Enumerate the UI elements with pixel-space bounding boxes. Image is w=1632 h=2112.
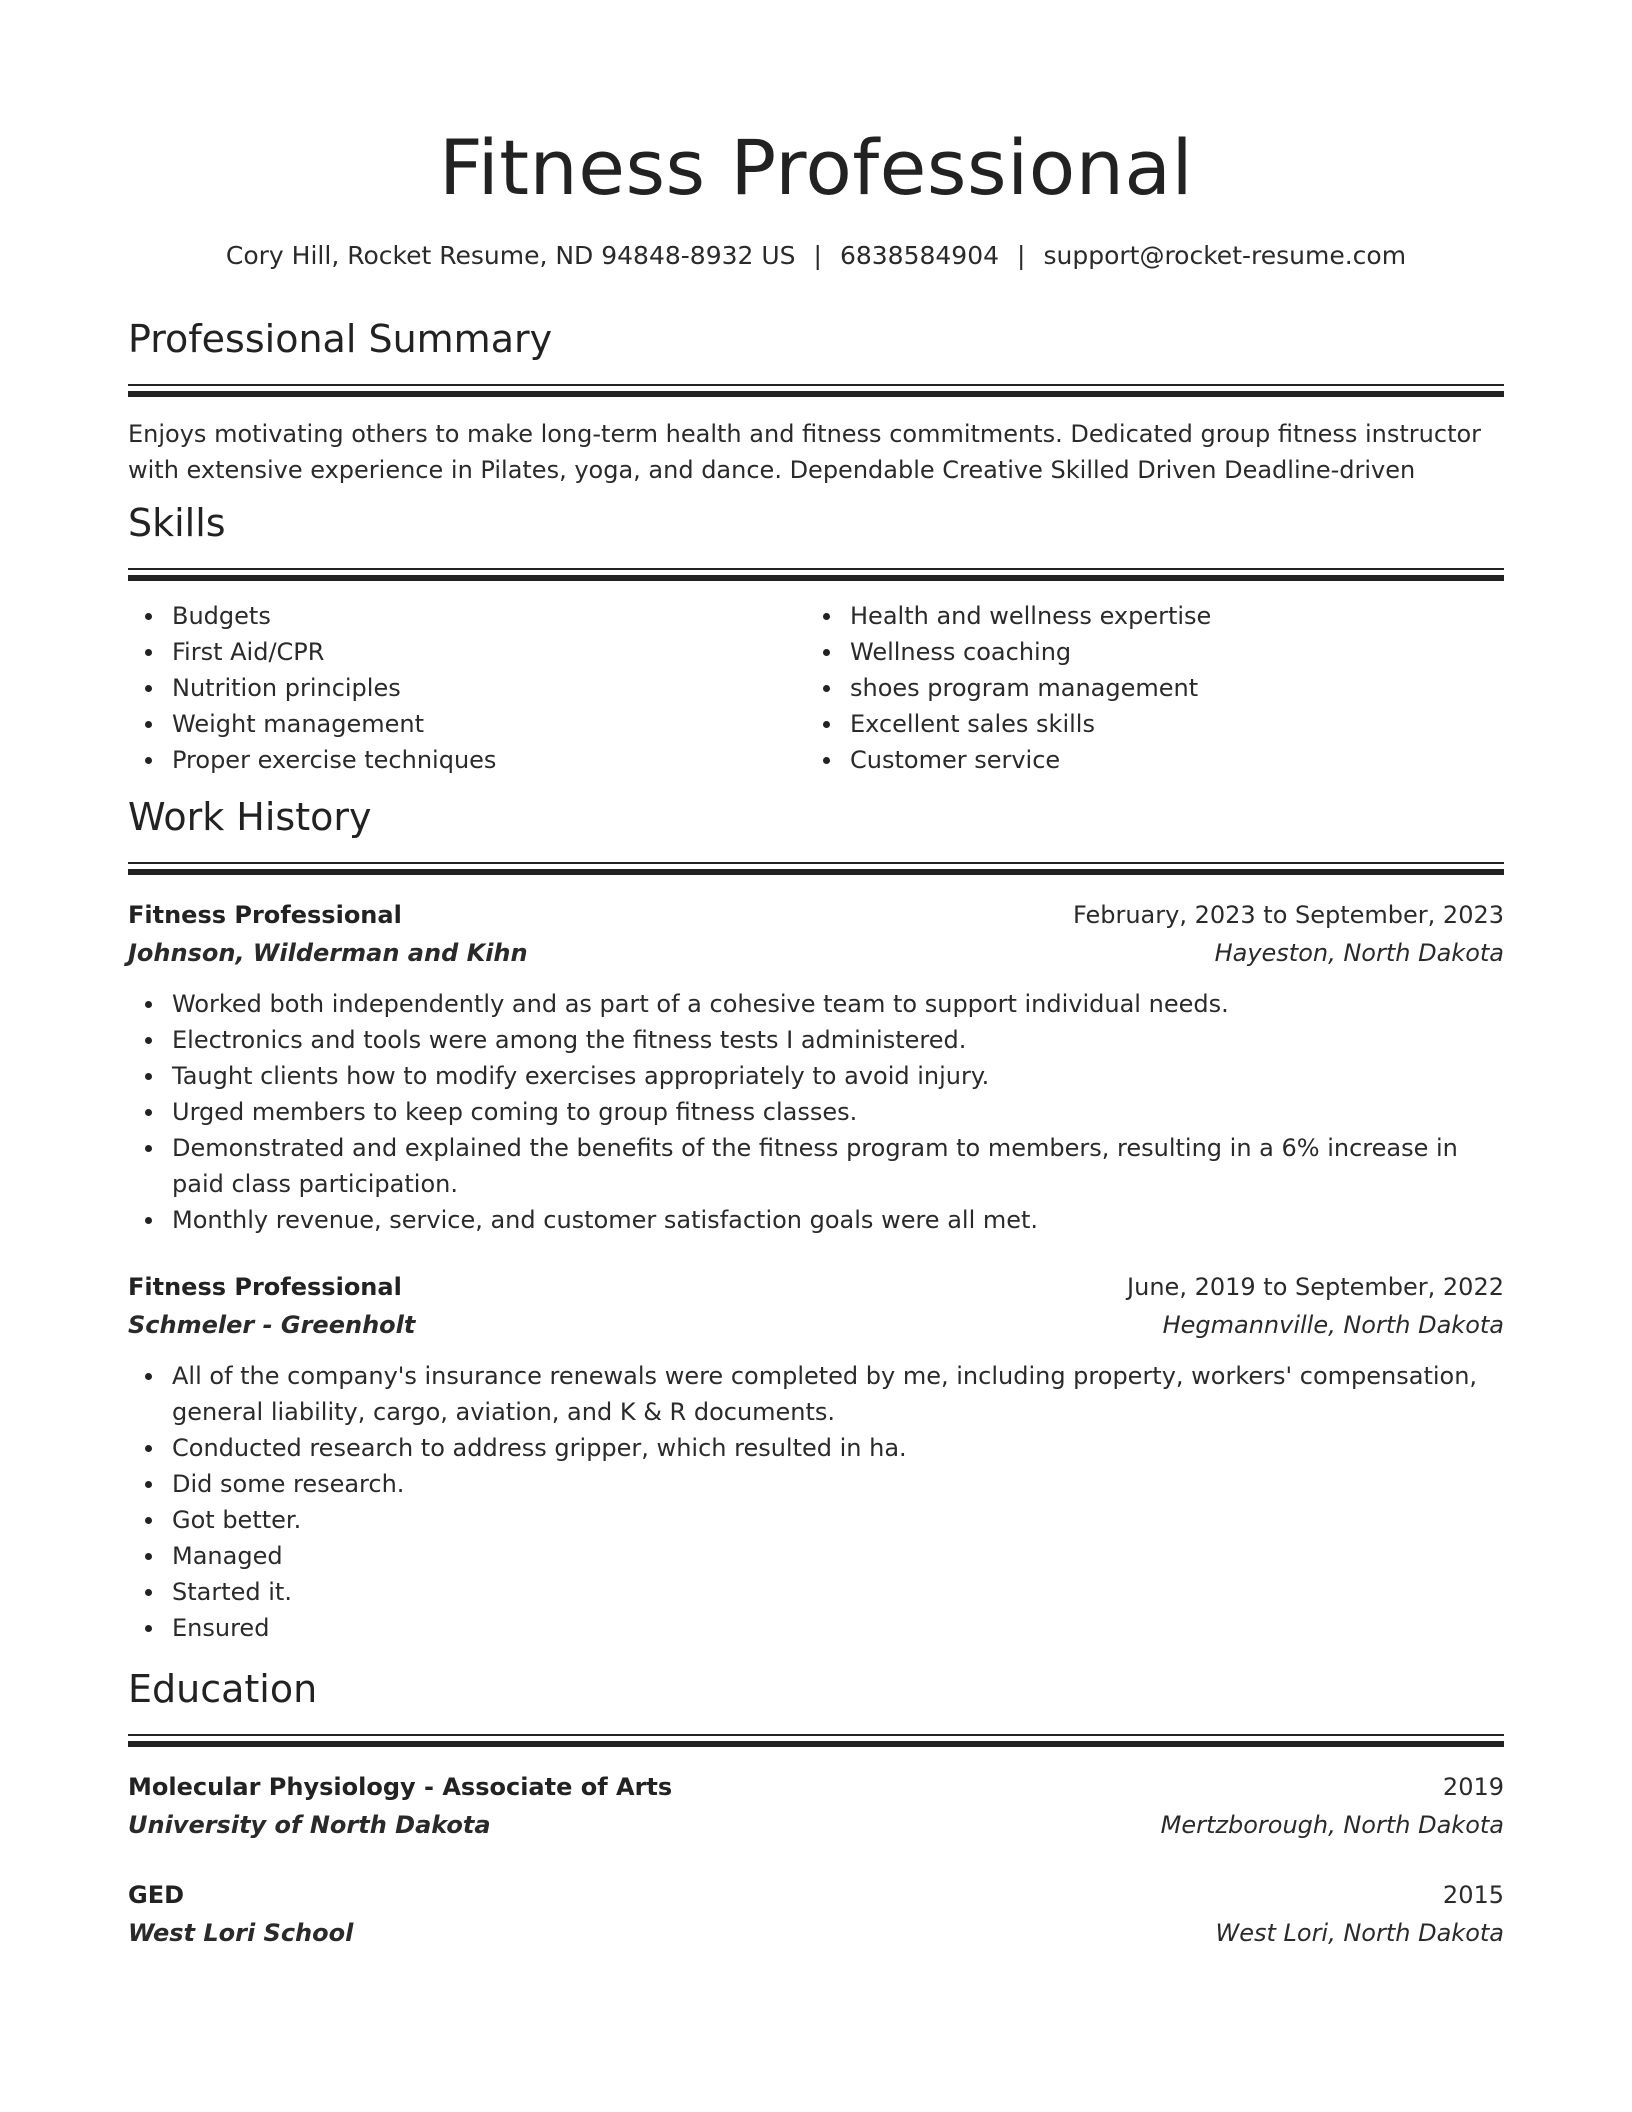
job-duty: Monthly revenue, service, and customer satisfaction goals were all met. (128, 1202, 1504, 1238)
job-entry (128, 1268, 1504, 1646)
job-duty: Conducted research to address gripper, which resulted in ha. (128, 1430, 1504, 1466)
skills-grid (128, 598, 1504, 778)
skills-section (128, 498, 1504, 778)
section-divider (128, 384, 1504, 398)
education-school: University of North Dakota (128, 1811, 491, 1839)
job-location: Hayeston, North Dakota (1214, 939, 1504, 967)
job-org-row (128, 934, 1504, 972)
education-year: 2019 (1442, 1773, 1504, 1801)
skills-heading: Skills (128, 501, 226, 545)
contact-separator: | (1017, 241, 1026, 270)
job-duty: Did some research. (128, 1466, 1504, 1502)
education-section (128, 1664, 1504, 1952)
job-org-row (128, 1306, 1504, 1344)
education-header-row (128, 1768, 1504, 1806)
contact-line (128, 238, 1504, 274)
summary-heading: Professional Summary (128, 317, 553, 361)
skill-item: Proper exercise techniques (128, 742, 806, 778)
section-divider (128, 862, 1504, 876)
skills-column-left (128, 598, 806, 778)
job-duties-list (128, 1358, 1504, 1646)
work-history-heading: Work History (128, 795, 372, 839)
education-degree: GED (128, 1881, 185, 1909)
education-location: West Lori, North Dakota (1215, 1919, 1504, 1947)
section-divider (128, 568, 1504, 582)
contact-address: Cory Hill, Rocket Resume, ND 94848-8932 US (225, 241, 796, 270)
contact-email[interactable]: support@rocket-resume.com (1043, 241, 1407, 270)
job-title: Fitness Professional (128, 901, 402, 929)
education-degree: Molecular Physiology - Associate of Arts (128, 1773, 673, 1801)
job-header-row (128, 1268, 1504, 1306)
education-header-row (128, 1876, 1504, 1914)
education-entry (128, 1876, 1504, 1952)
job-dates: February, 2023 to September, 2023 (1072, 901, 1504, 929)
job-duty: Worked both independently and as part of a cohesive team to support individual needs. (128, 986, 1504, 1022)
job-duty: Started it. (128, 1574, 1504, 1610)
contact-phone[interactable]: 6838584904 (839, 241, 1000, 270)
job-duty: Got better. (128, 1502, 1504, 1538)
job-duty: Taught clients how to modify exercises appropriately to avoid injury. (128, 1058, 1504, 1094)
skill-item: Wellness coaching (806, 634, 1484, 670)
job-location: Hegmannville, North Dakota (1162, 1311, 1504, 1339)
job-duties-list (128, 986, 1504, 1238)
skill-item: Customer service (806, 742, 1484, 778)
summary-section (128, 314, 1504, 488)
job-duty: Managed (128, 1538, 1504, 1574)
skill-item: Excellent sales skills (806, 706, 1484, 742)
contact-separator: | (813, 241, 822, 270)
skill-item: Budgets (128, 598, 806, 634)
section-divider (128, 1734, 1504, 1748)
job-dates: June, 2019 to September, 2022 (1127, 1273, 1504, 1301)
job-header-row (128, 896, 1504, 934)
skill-item: shoes program management (806, 670, 1484, 706)
job-company: Johnson, Wilderman and Kihn (128, 939, 528, 967)
job-entry (128, 896, 1504, 1238)
education-location: Mertzborough, North Dakota (1160, 1811, 1504, 1839)
summary-text: Enjoys motivating others to make long-term health and fitness commitments. Dedicated group fitness instructor with extensive experience in Pilates, yoga, and dance. Dependable Creative Skilled Driven Deadline-driven (128, 420, 1482, 484)
education-school-row (128, 1806, 1504, 1844)
skill-item: First Aid/CPR (128, 634, 806, 670)
skills-column-right (806, 598, 1484, 778)
resume-title: Fitness Professional (438, 123, 1194, 212)
job-duty: Demonstrated and explained the benefits of the fitness program to members, resulting in a 6% increase in paid class participation. (128, 1130, 1504, 1202)
education-heading: Education (128, 1667, 318, 1711)
job-duty: Urged members to keep coming to group fitness classes. (128, 1094, 1504, 1130)
job-duty: Ensured (128, 1610, 1504, 1646)
job-duty: Electronics and tools were among the fitness tests I administered. (128, 1022, 1504, 1058)
job-title: Fitness Professional (128, 1273, 402, 1301)
work-history-section (128, 792, 1504, 1646)
job-duty: All of the company's insurance renewals were completed by me, including property, workers' compensation, general liability, cargo, aviation, and K & R documents. (128, 1358, 1504, 1430)
skill-item: Health and wellness expertise (806, 598, 1484, 634)
skill-item: Nutrition principles (128, 670, 806, 706)
education-school: West Lori School (128, 1919, 354, 1947)
education-entry (128, 1768, 1504, 1844)
job-company: Schmeler - Greenholt (128, 1311, 416, 1339)
education-school-row (128, 1914, 1504, 1952)
skill-item: Weight management (128, 706, 806, 742)
education-year: 2015 (1442, 1881, 1504, 1909)
